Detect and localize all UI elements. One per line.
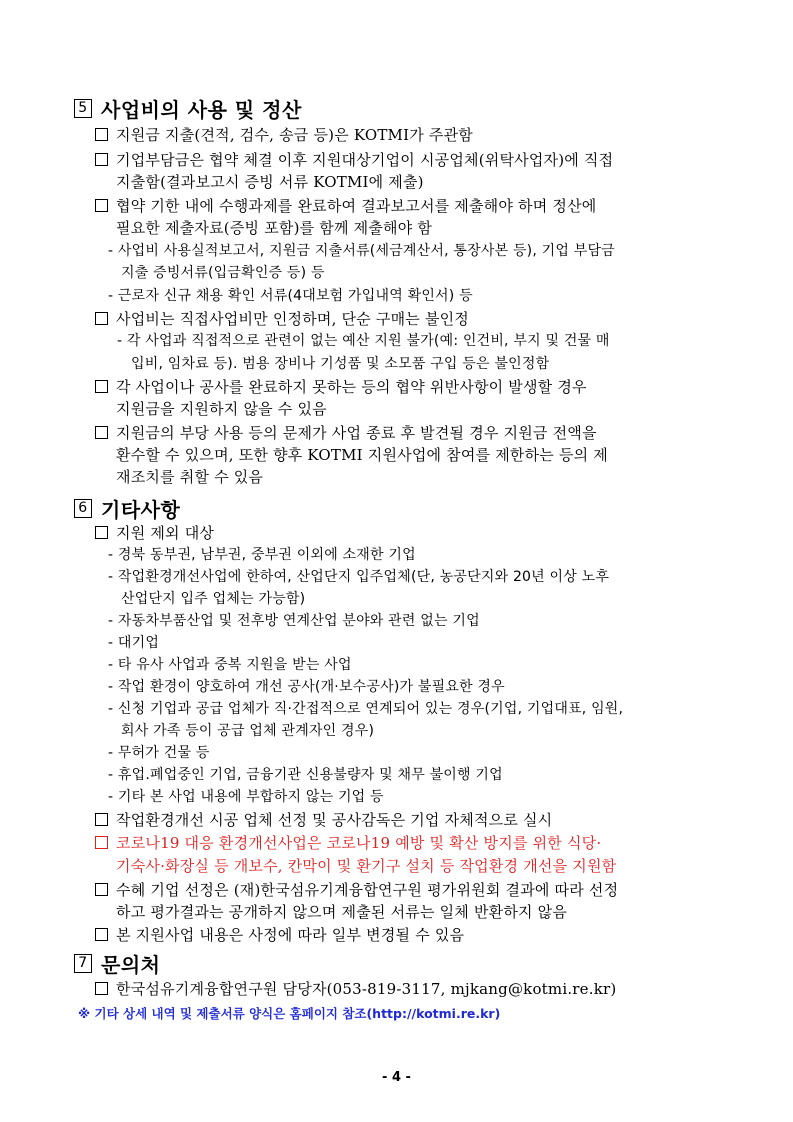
s6-item-3-cont: 기숙사·화장실 등 개보수, 칸막이 및 환기구 설치 등 작업환경 개선을 지원함 xyxy=(116,857,617,875)
s5-sub-3: - 각 사업과 직접적으로 관련이 없는 예산 지원 불가(예: 인건비, 부지 및 건물 매 xyxy=(117,333,610,349)
s6-item-2: 작업환경개선 시공 업체 선정 및 공사감독은 기업 자체적으로 실시 xyxy=(95,811,552,829)
s5-item-6-cont: 환수할 수 있으며, 또한 향후 KOTMI 지원사업에 참여를 제한하는 등의 제 xyxy=(116,446,608,464)
page-number: - 4 - xyxy=(382,1070,411,1085)
s5-item-1: 지원금 지출(견적, 검수, 송금 등)은 KOTMI가 주관함 xyxy=(95,126,473,144)
s6-item-4: 수혜 기업 선정은 (재)한국섬유기계융합연구원 평가위원회 결과에 따라 선정 xyxy=(95,881,618,899)
section-5-title: 사업비의 사용 및 정산 xyxy=(101,97,302,122)
s6-sub-4: - 대기업 xyxy=(108,635,160,651)
section-5-heading xyxy=(74,95,302,121)
checkbox-icon xyxy=(95,526,108,539)
checkbox-icon xyxy=(95,883,108,896)
s6-item-4-cont: 하고 평가결과는 공개하지 않으며 제출된 서류는 일체 반환하지 않음 xyxy=(116,903,568,921)
s5-item-4: 사업비는 직접사업비만 인정하며, 단순 구매는 불인정 xyxy=(95,310,469,328)
s6-sub-5: - 타 유사 사업과 중복 지원을 받는 사업 xyxy=(108,657,352,673)
checkbox-icon xyxy=(95,312,108,325)
checkbox-icon xyxy=(95,813,108,826)
s5-sub-3-cont: 입비, 임차료 등). 범용 장비나 기성품 및 소모품 구입 등은 불인정함 xyxy=(131,356,550,372)
s5-item-3-cont: 필요한 제출자료(증빙 포함)를 함께 제출해야 함 xyxy=(116,219,433,237)
s5-item-5: 각 사업이나 공사를 완료하지 못하는 등의 협약 위반사항이 발생할 경우 xyxy=(95,378,587,396)
s6-sub-7-cont: 회사 가족 등이 공급 업체 관계자인 경우) xyxy=(121,723,375,739)
checkbox-icon xyxy=(95,426,108,439)
s6-sub-3: - 자동차부품산업 및 전후방 연계산업 분야와 관련 없는 기업 xyxy=(108,613,480,629)
s5-item-2-cont: 지출함(결과보고시 증빙 서류 KOTMI에 제출) xyxy=(116,173,424,191)
s6-item-3-highlight: 코로나19 대응 환경개선사업은 코로나19 예방 및 확산 방지를 위한 식당· xyxy=(95,834,601,852)
checkbox-icon xyxy=(95,928,108,941)
checkbox-icon xyxy=(95,153,108,166)
s5-item-2: 기업부담금은 협약 체결 이후 지원대상기업이 시공업체(위탁사업자)에 직접 xyxy=(95,151,613,169)
s6-item-5: 본 지원사업 내용은 사정에 따라 일부 변경될 수 있음 xyxy=(95,926,464,944)
s6-sub-1: - 경북 동부권, 남부권, 중부권 이외에 소재한 기업 xyxy=(108,547,416,563)
s6-sub-10: - 기타 본 사업 내용에 부합하지 않는 기업 등 xyxy=(108,789,384,805)
s5-sub-1-cont: 지출 증빙서류(입금확인증 등) 등 xyxy=(121,265,325,281)
contact-info: 한국섬유기계융합연구원 담당자(053-819-3117, mjkang@kotmi.re.kr) xyxy=(116,980,617,998)
s5-sub-2: - 근로자 신규 채용 확인 서류(4대보험 가입내역 확인서) 등 xyxy=(108,288,473,304)
s6-sub-2: - 작업환경개선사업에 한하여, 산업단지 입주업체(단, 농공단지와 20년 이상 노후 xyxy=(108,569,610,585)
s5-item-3: 협약 기한 내에 수행과제를 완료하여 결과보고서를 제출해야 하며 정산에 xyxy=(95,197,596,215)
s6-sub-7: - 신청 기업과 공급 업체가 직·간접적으로 연계되어 있는 경우(기업, 기업대표, 임원, xyxy=(108,701,624,717)
section-6-title: 기타사항 xyxy=(101,497,181,522)
s5-item-6-cont2: 재조치를 취할 수 있음 xyxy=(116,468,264,486)
section-7-number: 7 xyxy=(74,954,92,973)
s5-item-6: 지원금의 부당 사용 등의 문제가 사업 종료 후 발견될 경우 지원금 전액을 xyxy=(95,424,597,442)
s5-sub-1: - 사업비 사용실적보고서, 지원금 지출서류(세금계산서, 통장사본 등), 기업 부담금 xyxy=(108,243,615,259)
s6-sub-6: - 작업 환경이 양호하여 개선 공사(개·보수공사)가 불필요한 경우 xyxy=(108,679,505,695)
s6-sub-9: - 휴업.폐업중인 기업, 금융기관 신용불량자 및 채무 불이행 기업 xyxy=(108,767,503,783)
section-5-number: 5 xyxy=(74,99,92,118)
checkbox-icon xyxy=(95,836,108,849)
contact-line xyxy=(95,980,616,998)
s6-item-1: 지원 제외 대상 xyxy=(95,524,214,542)
s6-sub-8: - 무허가 건물 등 xyxy=(108,745,210,761)
section-7-heading xyxy=(74,950,160,976)
checkbox-icon xyxy=(95,199,108,212)
checkbox-icon xyxy=(95,982,108,995)
section-6-number: 6 xyxy=(74,499,92,518)
homepage-notice: ※ 기타 상세 내역 및 제출서류 양식은 홈페이지 참조(http://kotmi.re.kr) xyxy=(78,1006,501,1021)
checkbox-icon xyxy=(95,128,108,141)
s6-sub-2-cont: 산업단지 입주 업체는 가능함) xyxy=(121,591,306,607)
section-6-heading xyxy=(74,495,180,521)
s5-item-5-cont: 지원금을 지원하지 않을 수 있음 xyxy=(116,400,327,418)
checkbox-icon xyxy=(95,380,108,393)
section-7-title: 문의처 xyxy=(101,952,161,977)
